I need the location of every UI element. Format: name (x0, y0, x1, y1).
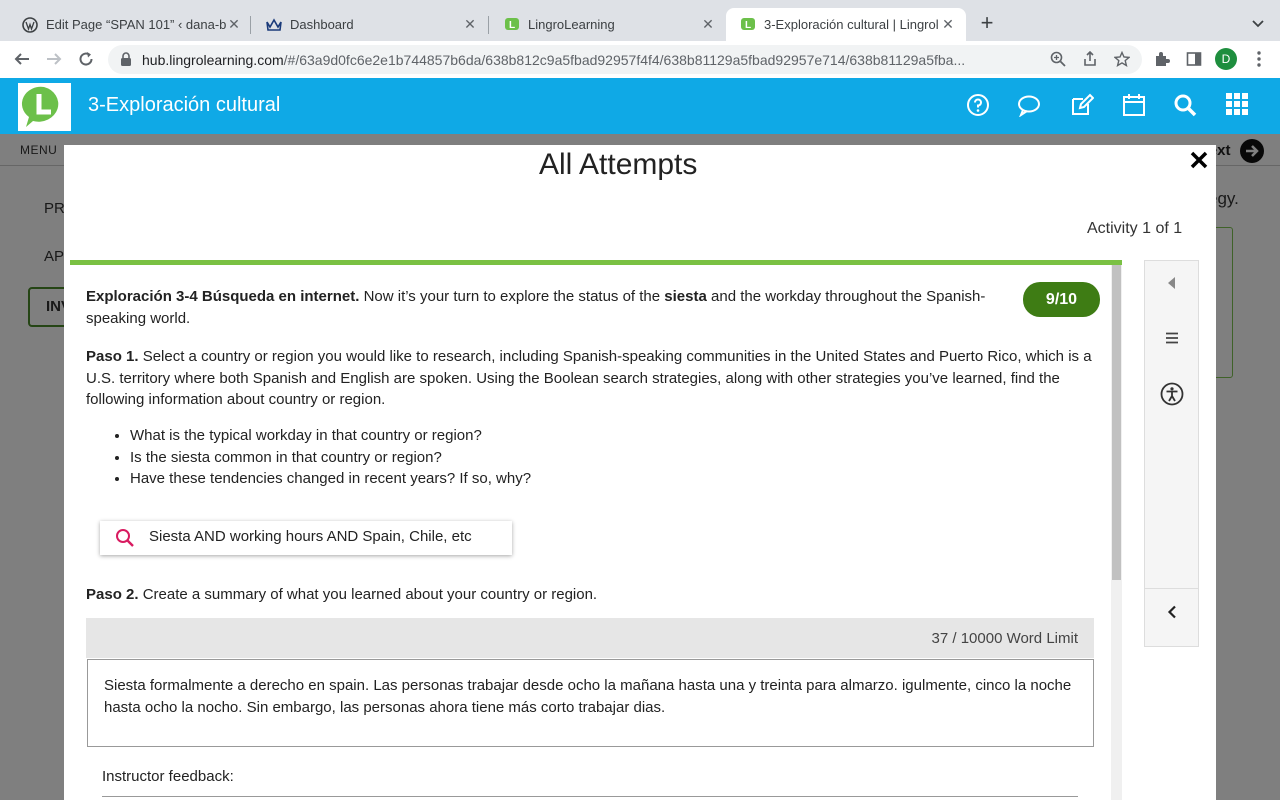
scrollbar-thumb[interactable] (1112, 265, 1121, 580)
tab-divider (488, 16, 489, 34)
svg-text:L: L (745, 19, 752, 31)
bookmark-star-icon[interactable] (1112, 49, 1132, 69)
url-text: hub.lingrolearning.com/#/63a9d0fc6e2e1b744857b6da/638b812c9a5fbad92957f4f4/638b81129a5fbad92957e714/638b81129a5fba... (142, 52, 966, 68)
app-header (0, 78, 1280, 134)
close-icon[interactable]: ✕ (942, 16, 954, 32)
question-list (130, 425, 531, 490)
kebab-menu-icon[interactable] (1249, 49, 1269, 69)
previous-button[interactable] (1145, 276, 1198, 290)
hamburger-icon (1165, 332, 1179, 344)
list-item: • What is the typical workday in that country or region? (130, 425, 531, 447)
activity-side-panel (1144, 260, 1199, 647)
search-example-image (100, 521, 512, 555)
side-panel-icon[interactable] (1184, 49, 1204, 69)
paso-1-instructions: Paso 1. Select a country or region you would like to research, including Spanish-speaking communities in the United States and Puerto Rico, which is a U.S. territory where both Spanish and English are spoken. Using the Boolean search strategies, along with other strategies you’ve learned, find the following information about country or region. (86, 348, 1092, 408)
chat-icon[interactable] (1017, 93, 1041, 117)
browser-tab-dashboard[interactable] (252, 8, 488, 41)
page-title: 3-Exploración cultural (88, 94, 281, 116)
tab-divider (250, 16, 251, 34)
browser-tab-edit-page[interactable] (8, 8, 252, 41)
tab-title: Dashboard (290, 17, 354, 32)
arrow-left-icon (13, 50, 31, 68)
list-item: • Is the siesta common in that country or region? (130, 447, 531, 469)
share-icon[interactable] (1080, 49, 1100, 69)
word-count: 37 / 10000 Word Limit (931, 630, 1078, 647)
accessibility-icon (1160, 382, 1184, 406)
activity-intro: Exploración 3-4 Búsqueda en internet. Now it’s your turn to explore the status of the siesta and the workday throughout the Spanish-speaking world. (86, 288, 986, 327)
extensions-icon[interactable] (1152, 49, 1172, 69)
lingro-logo[interactable] (18, 83, 71, 131)
lingro-icon (740, 17, 756, 33)
close-icon[interactable]: ✕ (702, 16, 714, 32)
browser-toolbar (0, 41, 1280, 78)
instructor-feedback-box (102, 796, 1078, 800)
chevron-left-icon (1167, 605, 1177, 619)
apps-grid-icon[interactable] (1226, 93, 1250, 117)
collapse-panel-button[interactable] (1145, 605, 1198, 619)
tab-title: Edit Page “SPAN 101” ‹ dana-b (46, 17, 226, 32)
profile-avatar[interactable]: D (1215, 48, 1237, 70)
browser-tab-lingrolearning[interactable] (490, 8, 726, 41)
all-attempts-modal (64, 145, 1216, 800)
close-icon[interactable] (1190, 151, 1208, 169)
menu-lines-button[interactable] (1145, 332, 1198, 344)
tab-search-icon[interactable] (1249, 14, 1267, 32)
close-icon[interactable]: ✕ (464, 16, 476, 32)
edit-icon[interactable] (1070, 93, 1094, 117)
score-badge: 9/10 (1023, 282, 1100, 317)
activity-counter: Activity 1 of 1 (1087, 220, 1183, 237)
wordpress-icon (22, 17, 38, 33)
divider (1145, 588, 1198, 589)
list-item: • Have these tendencies changed in recent years? If so, why? (130, 468, 531, 490)
tab-title: LingroLearning (528, 17, 615, 32)
search-icon[interactable] (1173, 93, 1197, 117)
browser-tab-strip (0, 0, 1280, 45)
svg-text:L: L (509, 19, 516, 31)
help-icon[interactable] (966, 93, 990, 117)
paso-2-instructions: Paso 2. Create a summary of what you learned about your country or region. (86, 586, 598, 603)
calendar-icon[interactable] (1122, 93, 1146, 117)
divider (70, 260, 1122, 265)
back-button[interactable] (12, 49, 32, 69)
close-icon[interactable]: ✕ (228, 16, 240, 32)
zoom-icon[interactable] (1048, 49, 1068, 69)
forward-button[interactable] (44, 49, 64, 69)
instructor-feedback-label: Instructor feedback: (102, 768, 234, 785)
browser-tab-active[interactable] (726, 8, 966, 41)
lingro-icon (504, 17, 520, 33)
search-icon (114, 527, 136, 549)
accessibility-button[interactable] (1145, 382, 1198, 406)
modal-scrollbar[interactable] (1111, 265, 1122, 800)
search-example-text: Siesta AND working hours AND Spain, Chile, etc (149, 528, 472, 545)
modal-title: All Attempts (539, 148, 698, 181)
address-bar[interactable] (108, 45, 1142, 74)
word-count-bar (86, 618, 1094, 658)
lock-icon[interactable] (120, 52, 134, 68)
triangle-left-icon (1166, 276, 1178, 290)
crown-icon (266, 17, 282, 33)
reload-icon (77, 50, 95, 68)
new-tab-button[interactable]: + (980, 10, 994, 35)
student-answer: Siesta formalmente a derecho en spain. Las personas trabajar desde ocho la mañana hasta una y treinta para almarzo. igulmente, cinco la noche hasta ocho la nocho. Sin embargo, las personas ahora tiene más corto trabajar dias. (87, 659, 1094, 747)
arrow-right-icon (45, 50, 63, 68)
tab-title: 3-Exploración cultural | Lingrol (764, 17, 939, 32)
reload-button[interactable] (76, 49, 96, 69)
